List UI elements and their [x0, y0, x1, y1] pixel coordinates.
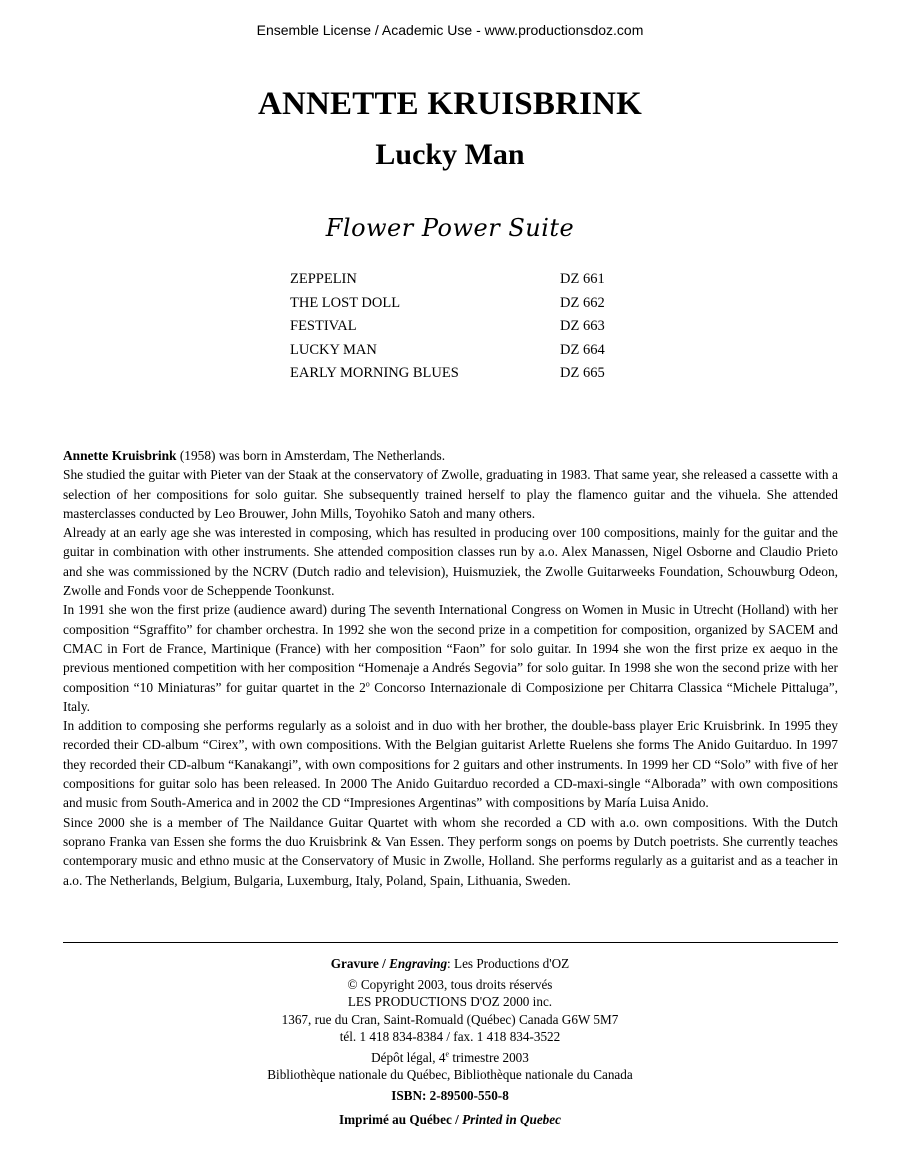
engraving-value: : Les Productions d'OZ: [447, 956, 570, 971]
printed-line: [0, 1111, 900, 1128]
bio-awards-text: In 1991 she won the first prize (audience award) during The seventh International Congress on Women in Music in Utrecht (Holland) with her composition “Sgraffito” for chamber orchestra. In 1992 she won the second prize in a competition for composition, organized by SACEM and CMAC in Fort de France, Martinique (France) with her composition “Faon” for solo guitar. In 1994 she won the first prize ex aequo in the previous mentioned competition with her composition “Homenaje a Andrés Segovia” for solo guitar. In 1998 she won the second prize with her composition “10 Miniaturas” for guitar quartet in the 2: [63, 602, 838, 695]
work-name: THE LOST DOLL: [290, 294, 401, 311]
work-item: [290, 339, 620, 363]
composer-biography: [63, 446, 838, 890]
work-name: FESTIVAL: [290, 318, 357, 335]
gravure-label: Gravure /: [330, 956, 386, 971]
legal-deposit: [0, 1049, 900, 1066]
license-header: Ensemble License / Academic Use - www.productionsdoz.com: [256, 22, 644, 38]
engraving-label: Engraving: [389, 956, 448, 971]
work-item: [290, 268, 620, 292]
work-code: DZ 662: [560, 294, 605, 311]
publisher-address: 1367, rue du Cran, Saint-Romuald (Québec) Canada G6W 5M7: [281, 1011, 619, 1027]
bio-paragraph: Since 2000 she is a member of The Naildance Guitar Quartet with whom she recorded a CD with a.o. own compositions. With the Dutch soprano Franka van Essen she forms the duo Kruisbrink & Van Essen. They perform songs on poems by Dutch poetrists. She currently teaches contemporary music and ethno music at the Conservatory of Music in Zwolle, Holland. She performs regularly as a guitarist and as a teacher in a.o. The Netherlands, Belgium, Bulgaria, Luxemburg, Italy, Poland, Spain, Lithuania, Sweden.: [63, 814, 838, 888]
printed-en: Printed in Quebec: [462, 1111, 561, 1127]
publisher-name: LES PRODUCTIONS D'OZ 2000 inc.: [347, 994, 553, 1010]
bio-name: Annette Kruisbrink: [63, 448, 177, 463]
library-line: Bibliothèque nationale du Québec, Bibliothèque nationale du Canada: [267, 1067, 633, 1083]
copyright-line: © Copyright 2003, tous droits réservés: [347, 977, 553, 993]
isbn-line: ISBN: 2-89500-550-8: [391, 1088, 509, 1104]
ordinal-superscript: o: [365, 679, 370, 689]
bio-birth-text: (1958) was born in Amsterdam, The Netherlands.: [176, 448, 446, 463]
work-code: DZ 664: [560, 341, 605, 358]
bio-paragraph: Already at an early age she was interested in composing, which has resulted in producing over 100 compositions, mainly for the guitar and the guitar in combination with other instruments. She attended composition classes run by a.o. Alex Manassen, Nigel Osborne and Claudio Prieto and she was commissioned by the NCRV (Dutch radio and television), Huismuziek, the Zwolle Guitarweeks Foundation, Schouwburg Odeon, Zwolle and Fonds voor de Scheppende Toonkunst.: [63, 525, 838, 599]
work-item: [290, 362, 620, 386]
work-code: DZ 663: [560, 318, 605, 335]
work-name: EARLY MORNING BLUES: [290, 365, 459, 382]
depot-superscript: e: [445, 1049, 450, 1059]
bio-paragraph: [63, 600, 838, 716]
publisher-phone: tél. 1 418 834-8384 / fax. 1 418 834-3522: [339, 1028, 561, 1044]
work-name: ZEPPELIN: [290, 271, 357, 287]
depot-text-end: trimestre 2003: [449, 1050, 529, 1066]
bio-paragraph: [63, 446, 838, 465]
divider-line: [63, 942, 838, 943]
composer-name: ANNETTE KRUISBRINK: [257, 86, 643, 122]
bio-awards-text-end: Concorso Internazionale di Composizione per Chitarra Classica “Michele Pittaluga”, Italy.: [63, 679, 838, 714]
work-code: DZ 661: [560, 271, 605, 287]
work-item: [290, 315, 620, 339]
printed-fr: Imprimé au Québec /: [339, 1111, 459, 1127]
work-item: [290, 292, 620, 316]
bio-paragraph: She studied the guitar with Pieter van der Staak at the conservatory of Zwolle, graduating in 1983. That same year, she released a cassette with a selection of her compositions for solo guitar. She subsequently trained herself to play the flamenco guitar and the vihuela. She attended masterclasses conducted by Leo Brouwer, John Mills, Toyohiko Satoh and many others.: [63, 467, 838, 521]
work-name: LUCKY MAN: [290, 341, 377, 358]
depot-text: Dépôt légal, 4: [371, 1050, 446, 1066]
work-code: DZ 665: [560, 365, 605, 382]
publisher-credits: [0, 955, 900, 1128]
suite-title: Flower Power Suite: [325, 214, 575, 242]
works-list: [290, 268, 620, 386]
engraving-credit: [0, 955, 900, 972]
bio-paragraph: In addition to composing she performs regularly as a soloist and in duo with her brother, the double-bass player Eric Kruisbrink. In 1995 they recorded their CD-album “Cirex”, with own compositions. With the Belgian guitarist Arlette Ruelens she forms The Anido Guitarduo. In 1997 they recorded their CD-album “Kanakangi”, with own compositions for 2 guitars and other instruments. In 1999 her CD “Solo” with five of her compositions for guitar solo has been released. In 2000 The Anido Guitarduo recorded a CD-maxi-single “Alborada” with own compositions and music from South-America and in 2002 the CD “Impresiones Argentinas” with compositions by María Luisa Anido.: [63, 718, 838, 811]
piece-title: Lucky Man: [375, 138, 525, 171]
